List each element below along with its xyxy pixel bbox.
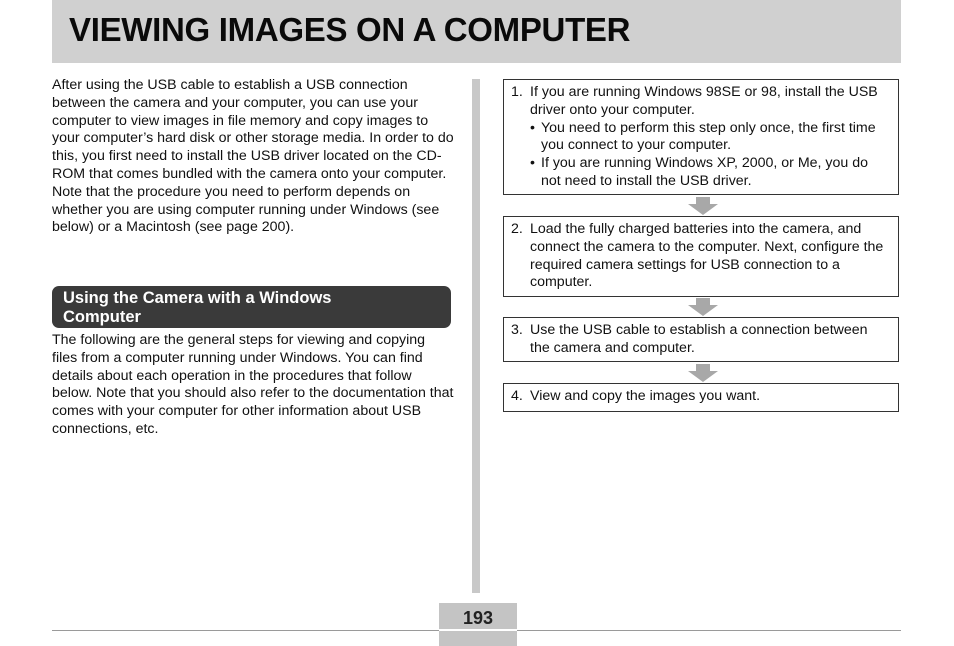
step-line — [511, 388, 890, 406]
page-number: 193 — [462, 608, 494, 628]
step-box-4 — [503, 383, 899, 412]
page-title: VIEWING IMAGES ON A COMPUTER — [69, 11, 631, 48]
intro-paragraph-2: Note that the procedure you need to perform depends on whether you are using computer running under Windows (see below) or a Macintosh (see page 200). — [52, 183, 440, 236]
bullet-text: If you are running Windows XP, 2000, or Me, you do not need to install the USB driver. — [541, 155, 869, 189]
step-bullet — [511, 120, 890, 156]
step-box-2 — [503, 216, 899, 297]
column-divider — [472, 79, 480, 593]
step-line — [511, 322, 890, 358]
step-number: 3. — [511, 322, 523, 338]
section-body — [52, 332, 454, 439]
step-number: 2. — [511, 221, 523, 237]
intro-text — [52, 77, 454, 237]
section-heading-text: Using the Camera with a Windows Computer — [63, 289, 332, 326]
step-box-3 — [503, 317, 899, 362]
step-text: Use the USB cable to establish a connection between the camera and computer. — [530, 322, 868, 356]
step-number: 1. — [511, 84, 523, 100]
header-bar — [52, 0, 901, 63]
step-text: View and copy the images you want. — [530, 388, 761, 404]
step-number: 4. — [511, 388, 523, 404]
down-arrow-icon — [688, 364, 718, 382]
step-text: If you are running Windows 98SE or 98, install the USB driver onto your computer. — [530, 84, 878, 118]
step-box-1 — [503, 79, 899, 195]
section-body-text: The following are the general steps for viewing and copying files from a computer running under Windows. You can find details about each operation in the procedures that follow below. Note that you should also refer to the documentation that comes with your computer for other information about USB connections, etc. — [52, 332, 454, 437]
step-bullet — [511, 155, 890, 191]
step-text: Load the fully charged batteries into the camera, and connect the camera to the computer. Next, configure the required camera settings for USB connection to a computer. — [530, 221, 884, 291]
down-arrow-icon — [688, 197, 718, 215]
page-number-tab — [439, 603, 517, 646]
bullet-icon: • — [530, 155, 535, 172]
step-line — [511, 221, 890, 292]
bullet-text: You need to perform this step only once, the first time you connect to your computer. — [541, 119, 876, 154]
page-number-stripe — [439, 629, 517, 631]
step-line — [511, 84, 890, 120]
bullet-icon: • — [530, 119, 535, 136]
section-heading — [52, 286, 451, 328]
down-arrow-icon — [688, 298, 718, 316]
intro-paragraph-1: After using the USB cable to establish a USB connection between the camera and your computer, you can use your computer to view images in file memory and copy images to your computer’s hard disk or other storage media. In order to do this, you first need to install the USB driver located on the CD-ROM that comes bundled with the camera onto your computer. — [52, 77, 454, 182]
